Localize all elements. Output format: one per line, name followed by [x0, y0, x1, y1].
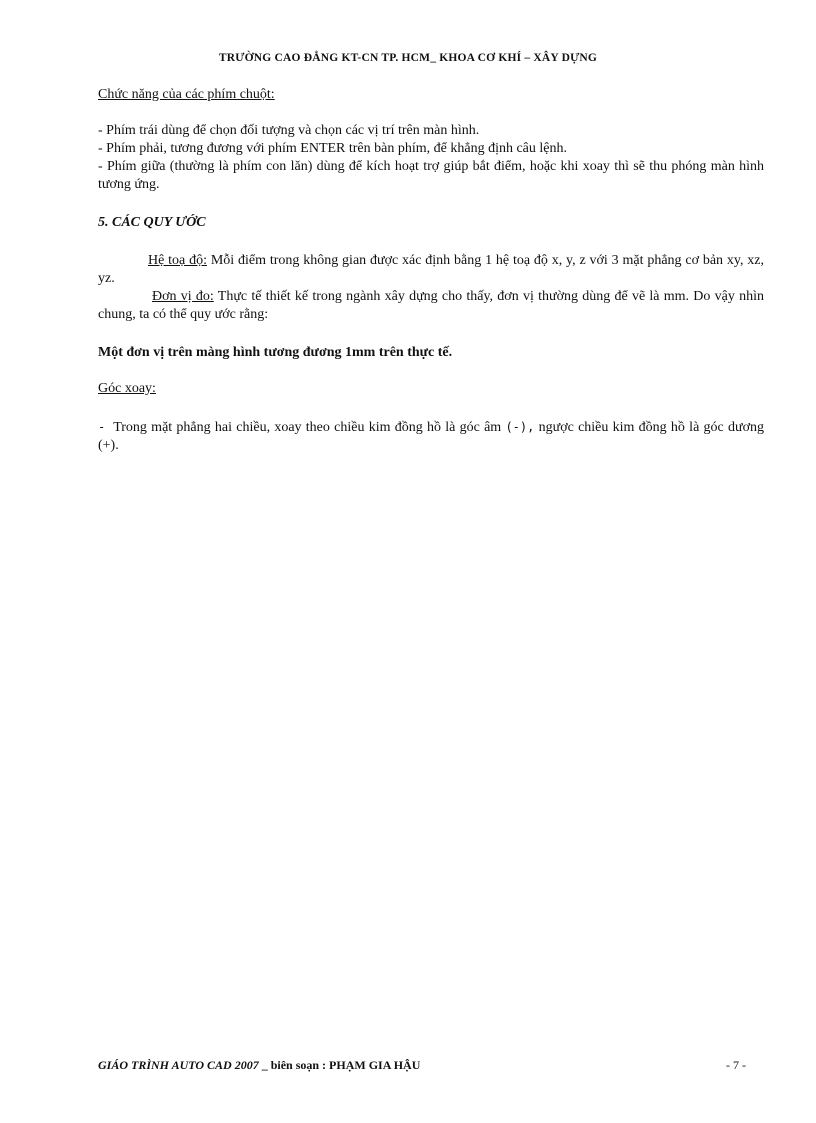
section-title: 5. CÁC QUY ƯỚC [98, 215, 206, 230]
angle-heading-text: Góc xoay: [98, 381, 156, 396]
coord-label: Hệ toạ độ: [148, 253, 207, 268]
angle-dash: - [98, 420, 114, 434]
footer-book-title: GIÁO TRÌNH AUTO CAD 2007 [98, 1058, 259, 1072]
unit-paragraph [98, 288, 764, 324]
mouse-heading [98, 86, 764, 104]
mouse-item-right: - Phím phải, tương đương với phím ENTER trên bàn phím, để khẳng định câu lệnh. [98, 141, 567, 156]
page-header: TRƯỜNG CAO ĐẲNG KT-CN TP. HCM_ KHOA CƠ KHÍ – XÂY DỰNG [218, 52, 598, 64]
unit-label: Đơn vị đo: [152, 289, 214, 304]
angle-text-2: ngược chiều kim đồng hồ là góc dương (+). [98, 420, 764, 453]
mouse-heading-text: Chức năng của các phím chuột: [98, 87, 275, 102]
angle-negative: (-), [505, 420, 535, 434]
footer-credit [98, 1058, 420, 1072]
unit-text: Thực tế thiết kế trong ngành xây dựng cho thấy, đơn vị thường dùng để vẽ là mm. Do vậy nhìn chung, ta có thể quy ước rằng: [98, 289, 764, 322]
angle-text-1: Trong mặt phẳng hai chiều, xoay theo chiều kim đồng hồ là góc âm [113, 420, 502, 435]
page-footer [98, 1058, 746, 1073]
angle-paragraph [98, 418, 764, 455]
angle-heading [98, 380, 764, 398]
rule-statement: Một đơn vị trên màng hình tương đương 1mm trên thực tế. [98, 345, 453, 360]
footer-author: _ biên soạn : PHẠM GIA HẬU [258, 1058, 421, 1072]
page-content [98, 86, 764, 455]
coord-text: Mỗi điểm trong không gian được xác định bằng 1 hệ toạ độ x, y, z với 3 mặt phẳng cơ bản xy, xz, yz. [98, 253, 764, 286]
coord-paragraph [98, 252, 764, 288]
mouse-item-left: - Phím trái dùng để chọn đối tượng và chọn các vị trí trên màn hình. [98, 123, 480, 138]
page-number: - 7 - [726, 1058, 746, 1072]
mouse-item-middle: - Phím giữa (thường là phím con lăn) dùng để kích hoạt trợ giúp bắt điểm, hoặc khi xoay thì sẽ thu phóng màn hình tương ứng. [98, 159, 764, 192]
